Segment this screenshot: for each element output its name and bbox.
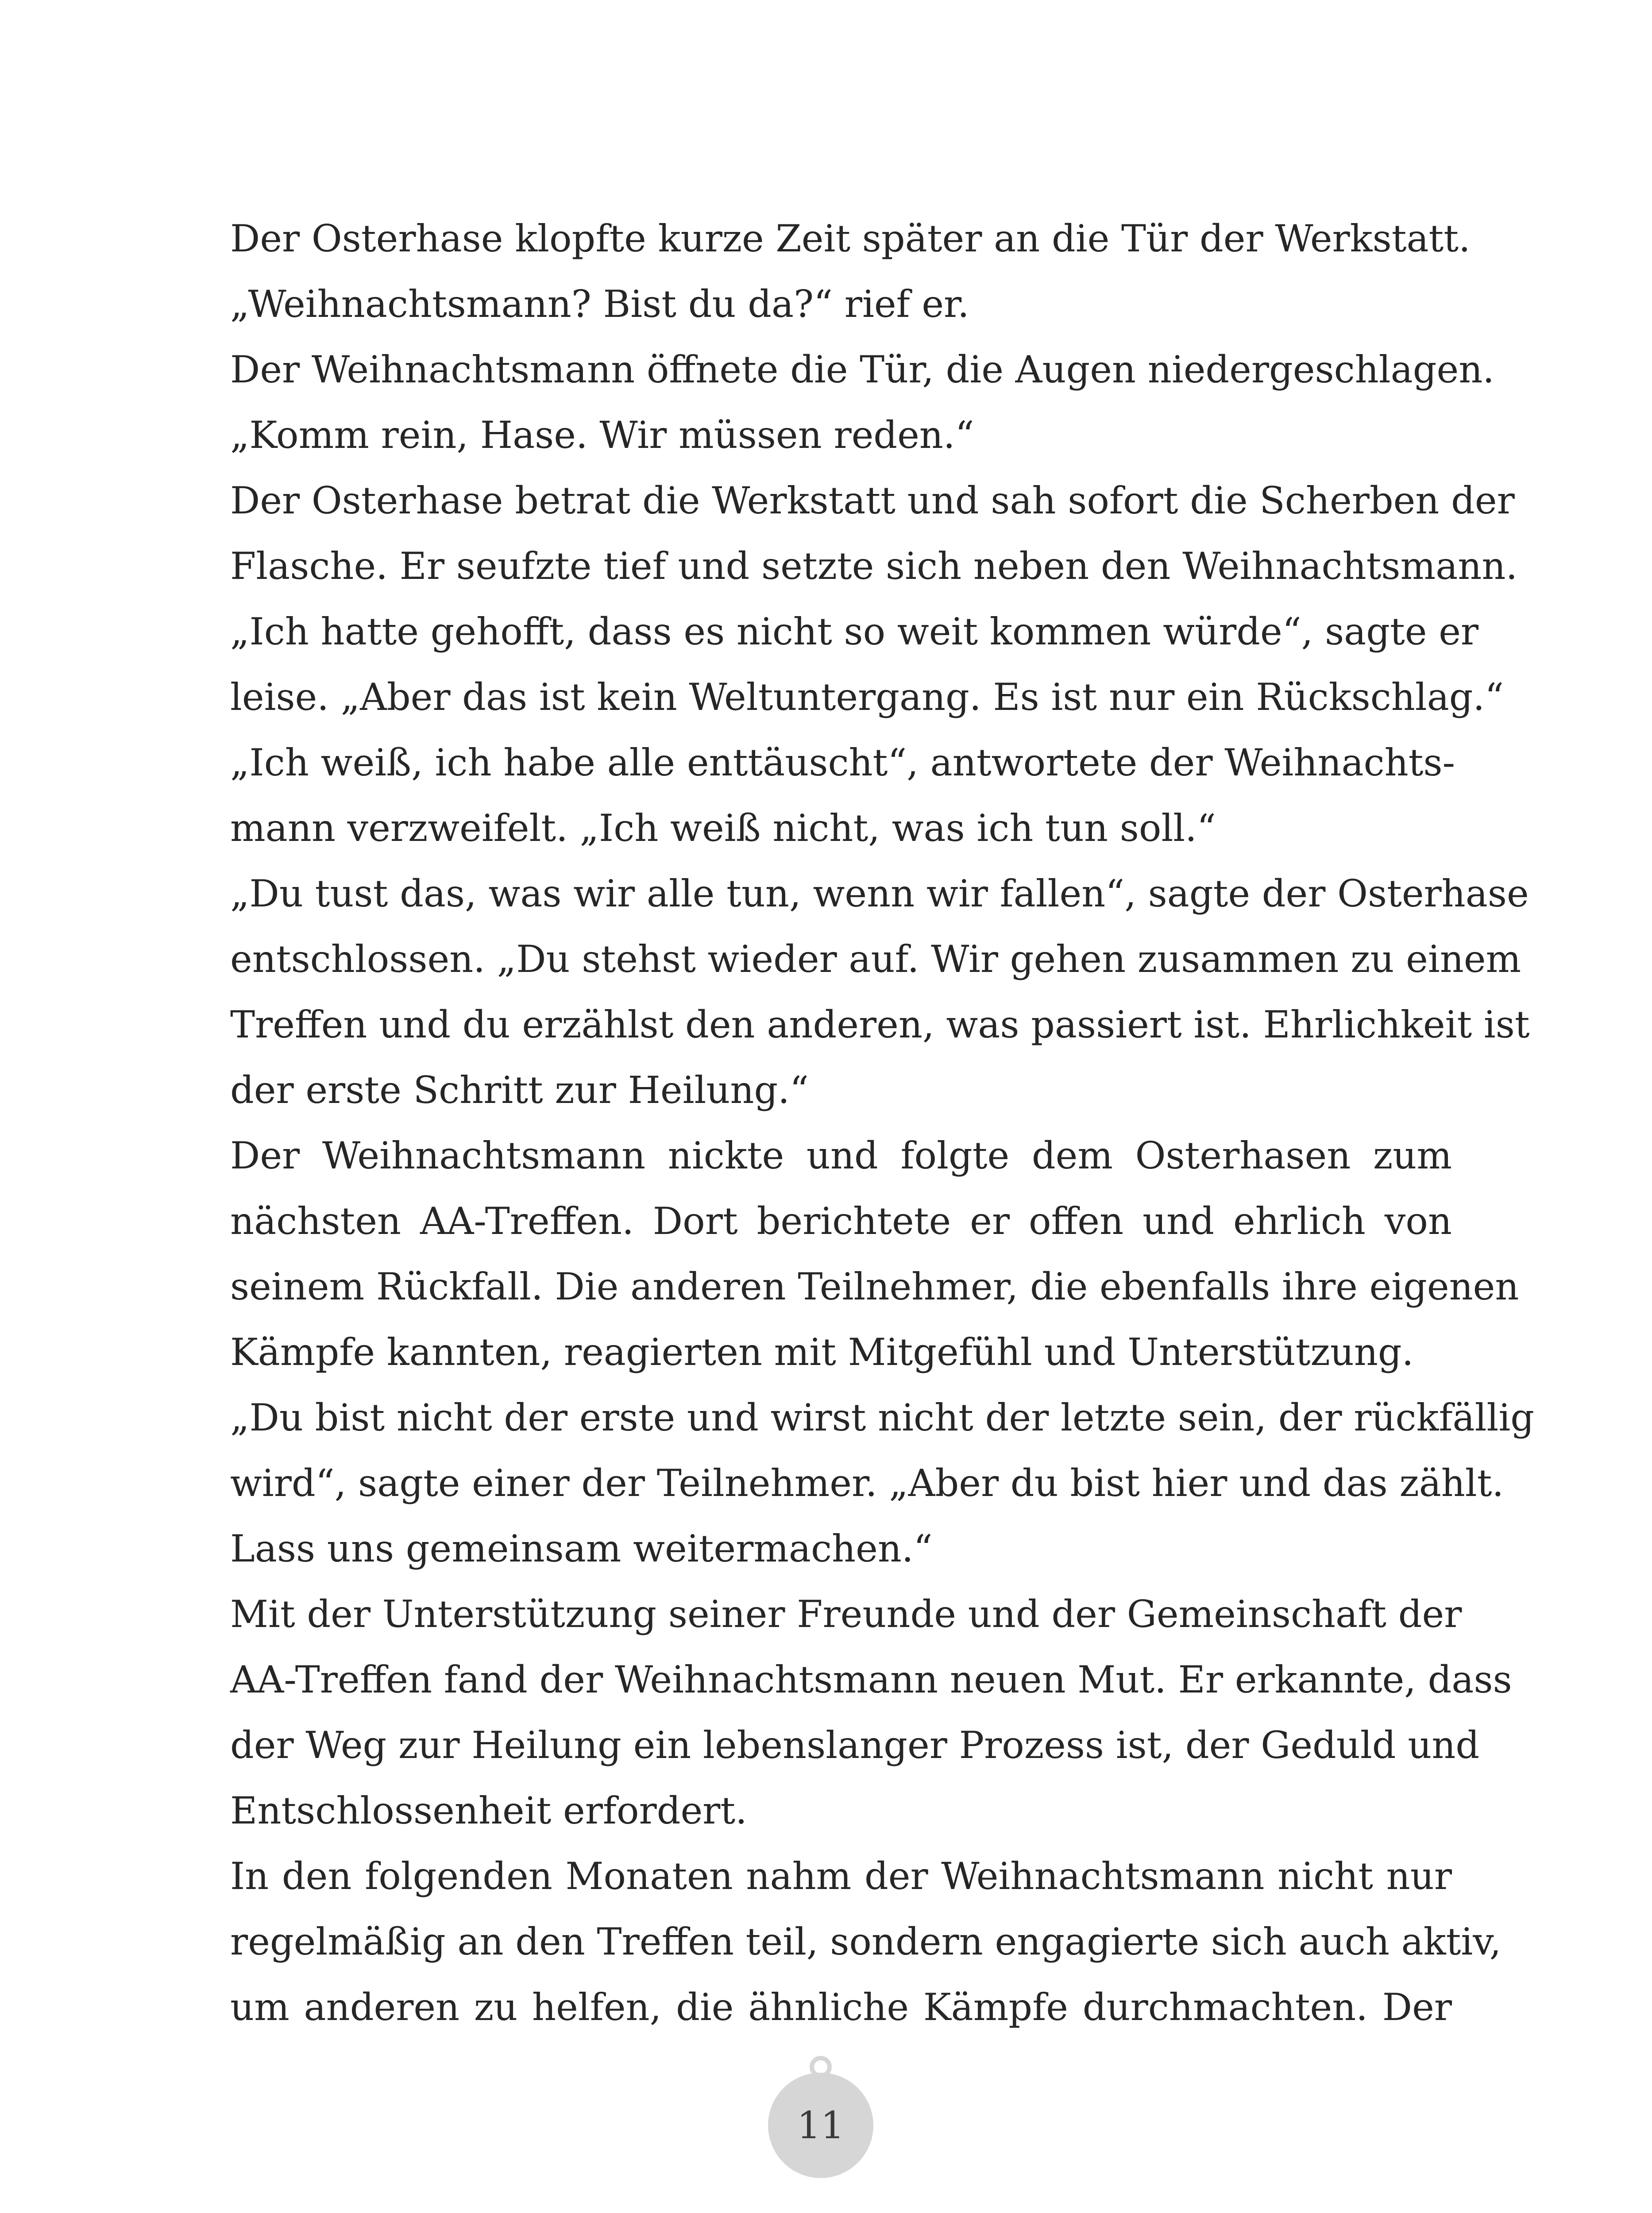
text-line: Kämpfe kannten, reagierten mit Mitgefühl und Unterstützung. [230,1330,1414,1374]
page-number-badge [768,2073,873,2178]
text-line: der Weg zur Heilung ein lebenslanger Prozess ist, der Geduld und [230,1723,1480,1767]
text-line: Treffen und du erzählst den anderen, was passiert ist. Ehrlichkeit ist [230,1003,1530,1046]
text-line: Der Osterhase betrat die Werkstatt und sah sofort die Scherben der [230,479,1515,522]
text-line: „Komm rein, Hase. Wir müssen reden.“ [230,413,974,457]
text-line: Der Osterhase klopfte kurze Zeit später an die Tür der Werkstatt. [230,217,1471,260]
text-line: wird“, sagte einer der Teilnehmer. „Aber du bist hier und das zählt. [230,1461,1504,1505]
text-line: „Ich hatte gehofft, dass es nicht so weit kommen würde“, sagte er [230,610,1479,653]
text-line: Mit der Unterstützung seiner Freunde und der Gemeinschaft der [230,1592,1462,1636]
text-line: nächsten AA-Treffen. Dort berichtete er offen und ehrlich von [230,1199,1452,1243]
text-line: In den folgenden Monaten nahm der Weihnachtsmann nicht nur [230,1854,1452,1898]
text-line: „Weihnachtsmann? Bist du da?“ rief er. [230,282,969,326]
text-line: „Du tust das, was wir alle tun, wenn wir fallen“, sagte der Osterhase [230,872,1529,915]
text-line: Der Weihnachtsmann nickte und folgte dem Osterhasen zum [230,1134,1452,1177]
text-line: Lass uns gemeinsam weitermachen.“ [230,1527,933,1570]
page-number: 11 [797,2104,845,2147]
text-line: AA-Treffen fand der Weihnachtsmann neuen Mut. Er erkannte, dass [230,1658,1512,1701]
text-line: „Ich weiß, ich habe alle enttäuscht“, antwortete der Weihnachts- [230,741,1455,784]
text-line: mann verzweifelt. „Ich weiß nicht, was ich tun soll.“ [230,806,1216,850]
text-line: Der Weihnachtsmann öffnete die Tür, die Augen niedergeschlagen. [230,348,1494,391]
text-line: der erste Schritt zur Heilung.“ [230,1068,809,1112]
text-line: „Du bist nicht der erste und wirst nicht der letzte sein, der rückfällig [230,1396,1534,1439]
text-line: Entschlossenheit erfordert. [230,1789,747,1832]
text-line: leise. „Aber das ist kein Weltuntergang. Es ist nur ein Rückschlag.“ [230,675,1504,719]
text-line: seinem Rückfall. Die anderen Teilnehmer, die ebenfalls ihre eigenen [230,1265,1519,1308]
body-text [230,206,1534,2040]
text-line: regelmäßig an den Treffen teil, sondern engagierte sich auch aktiv, [230,1920,1501,1963]
text-line: um anderen zu helfen, die ähnliche Kämpfe durchmachten. Der [230,1986,1452,2029]
text-line: entschlossen. „Du stehst wieder auf. Wir gehen zusammen zu einem [230,937,1521,981]
text-line: Flasche. Er seufzte tief und setzte sich neben den Weihnachtsmann. [230,544,1518,588]
